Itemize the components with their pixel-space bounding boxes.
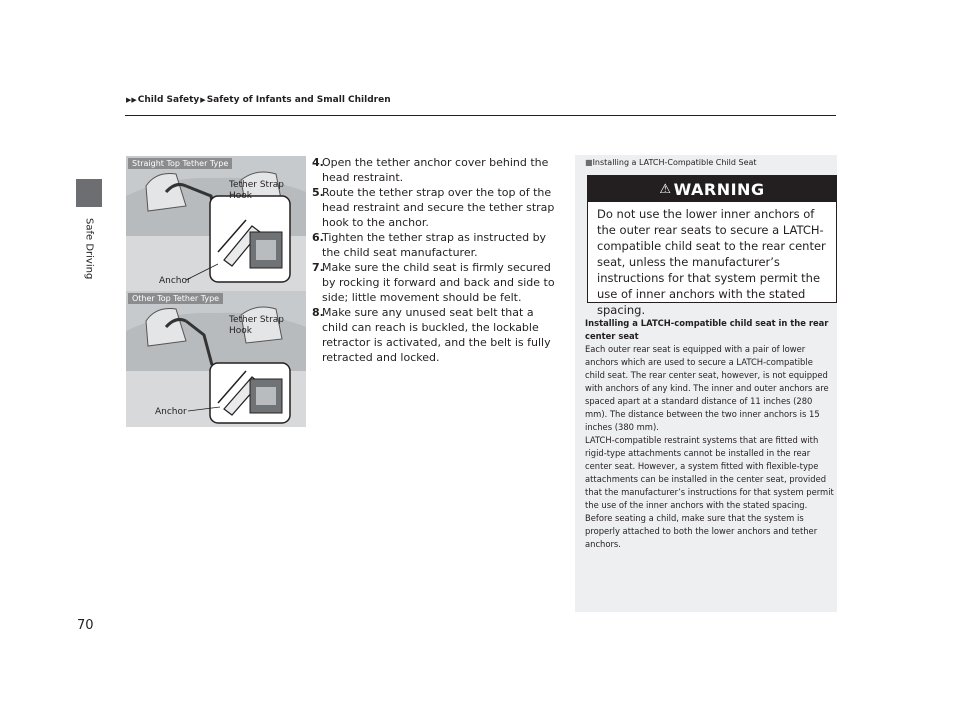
breadcrumb-arrow-icon: ▶▶	[126, 96, 137, 104]
section-label: Safe Driving	[83, 218, 95, 280]
warning-triangle-icon: ⚠	[659, 181, 672, 197]
step-number: 4.	[312, 156, 324, 169]
callout-tether-hook: Tether Strap Hook	[229, 180, 285, 201]
breadcrumb-item[interactable]: Safety of Infants and Small Children	[206, 95, 391, 105]
step-text: Route the tether strap over the top of the head restraint and secure the tether strap hook to the anchor.	[322, 186, 555, 229]
step-text: Open the tether anchor cover behind the head restraint.	[322, 156, 549, 184]
sidebar-paragraph: Each outer rear seat is equipped with a pair of lower anchors which are used to secure a LATCH-compatible child seat. The rear center seat, however, is not equipped with anchors of any kind. The inner and outer anchors are spaced apart at a standard distance of 11 inches (280 mm). The distance between the two inner anchors is 15 inches (380 mm).	[585, 344, 829, 432]
breadcrumb	[125, 95, 391, 105]
sidebar-body	[585, 317, 835, 551]
warning-header	[588, 176, 836, 202]
callout-anchor: Anchor	[155, 407, 187, 417]
seat-illustration	[126, 291, 306, 427]
callout-tether-hook: Tether Strap Hook	[229, 315, 285, 336]
header-rule	[125, 115, 836, 116]
step-item	[312, 155, 562, 185]
step-number: 6.	[312, 231, 324, 244]
reference-icon: ■	[585, 158, 593, 167]
figure-other-tether	[126, 291, 306, 427]
warning-text: Do not use the lower inner anchors of the outer rear seats to secure a LATCH-compatible child seat to the rear center seat, unless the manufacturer’s instructions for that system permit the use of inner anchors with the stated spacing.	[597, 207, 826, 317]
info-sidebar	[575, 155, 837, 612]
sidebar-heading-text: Installing a LATCH-Compatible Child Seat	[592, 158, 757, 167]
step-number: 7.	[312, 261, 324, 274]
step-item	[312, 305, 562, 365]
step-number: 8.	[312, 306, 324, 319]
sidebar-subheading: Installing a LATCH-compatible child seat in the rear center seat	[585, 318, 829, 341]
page-number: 70	[77, 618, 94, 633]
step-text: Tighten the tether strap as instructed by the child seat manufacturer.	[322, 231, 547, 259]
sidebar-paragraph: LATCH-compatible restraint systems that are fitted with rigid-type attachments cannot be installed in the rear center seat. However, a system fitted with flexible-type attachments can be installed in the center seat, provided that the manufacturer’s instructions for that system permit the use of the inner anchors with the stated spacing.	[585, 435, 834, 510]
warning-label: WARNING	[673, 179, 765, 199]
sidebar-paragraph: Before seating a child, make sure that the system is properly attached to both the lower anchors and tether anchors.	[585, 513, 818, 549]
figure-title: Other Top Tether Type	[128, 293, 223, 304]
seat-illustration	[126, 156, 306, 292]
step-text: Make sure the child seat is firmly secured by rocking it forward and back and side to side; little movement should be felt.	[322, 261, 555, 304]
warning-box	[587, 175, 837, 317]
breadcrumb-arrow-icon: ▶	[200, 96, 206, 104]
step-item	[312, 260, 562, 305]
callout-anchor: Anchor	[159, 276, 191, 286]
breadcrumb-item[interactable]: Child Safety	[137, 95, 200, 105]
section-tab	[76, 179, 102, 207]
instruction-steps	[312, 155, 562, 365]
step-number: 5.	[312, 186, 324, 199]
figure-straight-tether	[126, 156, 306, 292]
sidebar-heading	[585, 158, 757, 167]
step-item	[312, 185, 562, 230]
step-item	[312, 230, 562, 260]
figure-title: Straight Top Tether Type	[128, 158, 232, 169]
step-text: Make sure any unused seat belt that a child can reach is buckled, the lockable retractor is activated, and the belt is fully retracted and locked.	[322, 306, 551, 364]
